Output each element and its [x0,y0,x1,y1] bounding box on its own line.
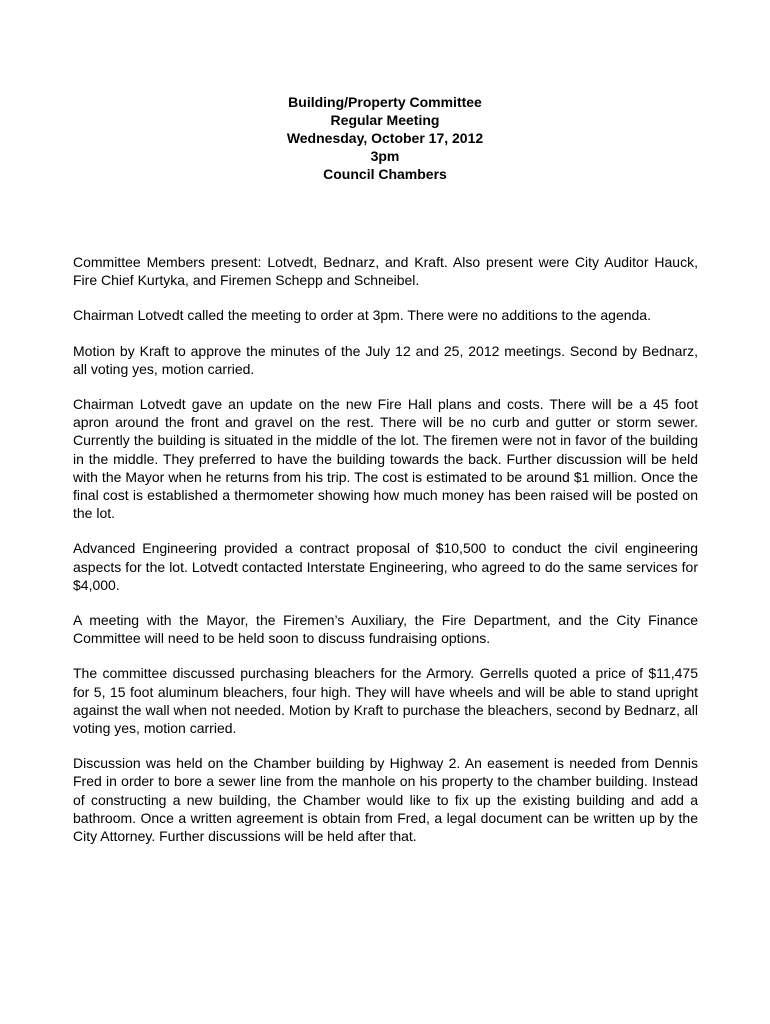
engineering-proposal-paragraph: Advanced Engineering provided a contract proposal of $10,500 to conduct the civil engineering aspects for the lot. Lotvedt contacted Interstate Engineering, who agreed to do the same services for $4,000. [73,540,698,593]
call-to-order-paragraph: Chairman Lotvedt called the meeting to order at 3pm. There were no additions to the agenda. [73,307,651,324]
fundraising-meeting-paragraph: A meeting with the Mayor, the Firemen’s Auxiliary, the Fire Department, and the City Finance Committee will need to be held soon to discuss fundraising options. [73,612,698,647]
meeting-time: 3pm [370,148,400,164]
minutes-body [73,253,698,862]
committee-title: Building/Property Committee [288,94,482,110]
meeting-date: Wednesday, October 17, 2012 [286,130,484,146]
bleachers-paragraph: The committee discussed purchasing bleachers for the Armory. Gerrells quoted a price of $11,475 for 5, 15 foot aluminum bleachers, four high. They will have wheels and will be able to stand upright against the wall when not needed. Motion by Kraft to purchase the bleachers, second by Bednarz, all voting yes, motion carried. [73,665,698,737]
meeting-location: Council Chambers [323,166,447,182]
meeting-type: Regular Meeting [330,112,440,128]
fire-hall-update-paragraph: Chairman Lotvedt gave an update on the new Fire Hall plans and costs. There will be a 45 foot apron around the front and gravel on the rest. There will be no curb and gutter or storm sewer. Currently the building is situated in the middle of the lot. The firemen were not in favor of the building in the middle. They preferred to have the building towards the back. Further discussion will be held with the Mayor when he returns from his trip. The cost is estimated to be around $1 million. Once the final cost is established a thermometer showing how much money has been raised will be posted on the lot. [73,396,698,522]
minutes-approval-paragraph: Motion by Kraft to approve the minutes of the July 12 and 25, 2012 meetings. Second by Bednarz, all voting yes, motion carried. [73,342,698,377]
meeting-header [0,93,770,183]
chamber-building-paragraph: Discussion was held on the Chamber building by Highway 2. An easement is needed from Dennis Fred in order to bore a sewer line from the manhole on his property to the chamber building. Instead of constructing a new building, the Chamber would like to fix up the existing building and add a bathroom. Once a written agreement is obtain from Fred, a legal document can be written up by the City Attorney. Further discussions will be held after that. [73,755,698,845]
attendance-paragraph: Committee Members present: Lotvedt, Bednarz, and Kraft. Also present were City Auditor Hauck, Fire Chief Kurtyka, and Firemen Schepp and Schneibel. [73,254,698,289]
